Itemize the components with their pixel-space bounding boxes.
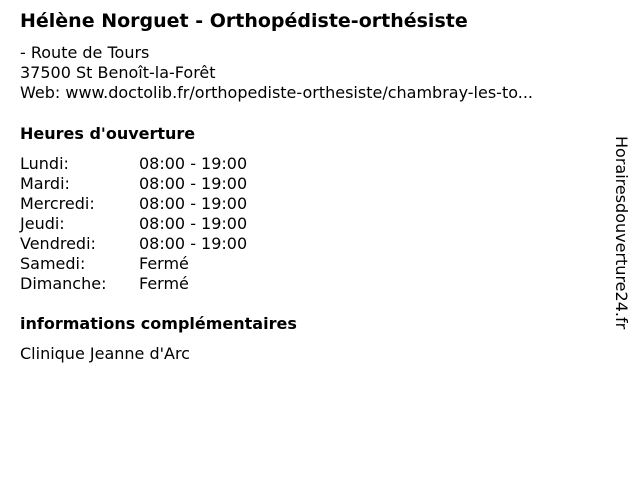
hours-row-tuesday bbox=[20, 174, 247, 194]
info-heading: informations complémentaires bbox=[20, 314, 297, 333]
page-title: Hélène Norguet - Orthopédiste-orthésiste bbox=[20, 10, 468, 32]
day-label: Mardi: bbox=[20, 174, 70, 193]
watermark-text: Horairesdouverture24.fr bbox=[612, 136, 631, 330]
day-hours: 08:00 - 19:00 bbox=[139, 154, 248, 173]
address-street: - Route de Tours bbox=[20, 43, 150, 62]
day-label: Dimanche: bbox=[20, 274, 107, 293]
day-label: Samedi: bbox=[20, 254, 86, 273]
address-city: 37500 St Benoît-la-Forêt bbox=[20, 63, 216, 82]
hours-row-monday bbox=[20, 154, 247, 174]
day-label: Jeudi: bbox=[20, 214, 65, 233]
day-label: Lundi: bbox=[20, 154, 69, 173]
hours-row-thursday bbox=[20, 214, 247, 234]
address-block bbox=[20, 43, 533, 103]
day-hours: 08:00 - 19:00 bbox=[139, 214, 248, 233]
hours-row-sunday bbox=[20, 274, 247, 294]
hours-row-friday bbox=[20, 234, 247, 254]
day-label: Vendredi: bbox=[20, 234, 96, 253]
day-hours: 08:00 - 19:00 bbox=[139, 234, 248, 253]
day-hours: 08:00 - 19:00 bbox=[139, 194, 248, 213]
hours-row-saturday bbox=[20, 254, 247, 274]
hours-table bbox=[20, 154, 247, 294]
hours-row-wednesday bbox=[20, 194, 247, 214]
day-hours: Fermé bbox=[139, 254, 189, 273]
info-text: Clinique Jeanne d'Arc bbox=[20, 344, 190, 363]
day-label: Mercredi: bbox=[20, 194, 95, 213]
day-hours: Fermé bbox=[139, 274, 189, 293]
day-hours: 08:00 - 19:00 bbox=[139, 174, 248, 193]
hours-heading: Heures d'ouverture bbox=[20, 124, 196, 143]
address-web: Web: www.doctolib.fr/orthopediste-orthesiste/chambray-les-to... bbox=[20, 83, 533, 102]
